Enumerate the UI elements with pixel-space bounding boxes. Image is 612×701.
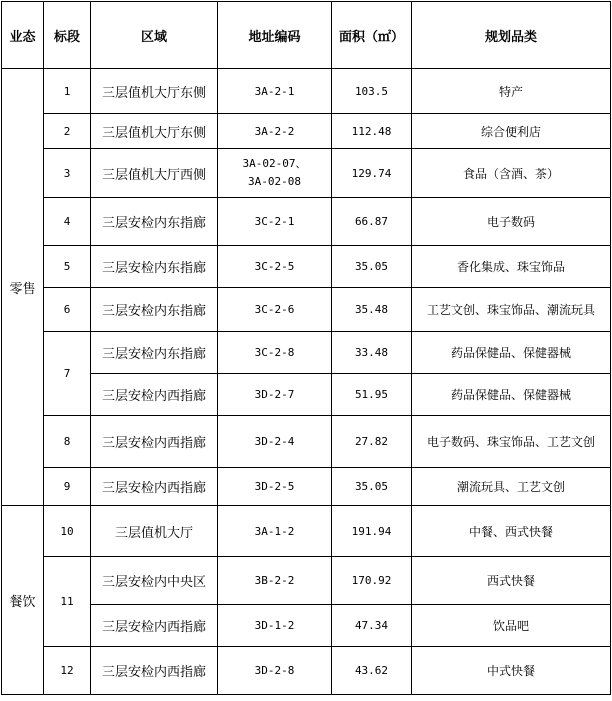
table-row — [2, 332, 611, 374]
group-retail: 零售 — [2, 69, 44, 506]
code-cell: 3D-2-8 — [218, 647, 332, 695]
table-row — [2, 506, 611, 557]
code-cell — [218, 149, 332, 198]
table-row — [2, 374, 611, 416]
area-cell: 三层安检内东指廊 — [91, 198, 218, 246]
group-dining: 餐饮 — [2, 506, 44, 695]
code-cell: 3D-2-5 — [218, 468, 332, 506]
size-cell: 47.34 — [332, 605, 412, 647]
code-line: 3A-02-07、 — [242, 157, 307, 170]
size-cell: 129.74 — [332, 149, 412, 198]
header-lot: 标段 — [44, 2, 91, 69]
code-cell: 3C-2-5 — [218, 246, 332, 288]
lot-cell: 11 — [44, 557, 91, 647]
size-cell: 35.05 — [332, 246, 412, 288]
header-size: 面积（㎡） — [332, 2, 412, 69]
category-cell: 工艺文创、珠宝饰品、潮流玩具 — [412, 288, 611, 332]
lot-cell: 6 — [44, 288, 91, 332]
table-row — [2, 114, 611, 149]
area-cell: 三层值机大厅东侧 — [91, 114, 218, 149]
header-code: 地址编码 — [218, 2, 332, 69]
category-cell: 药品保健品、保健器械 — [412, 332, 611, 374]
area-cell: 三层值机大厅 — [91, 506, 218, 557]
size-cell: 35.48 — [332, 288, 412, 332]
area-cell: 三层安检内东指廊 — [91, 246, 218, 288]
lot-cell: 7 — [44, 332, 91, 416]
category-cell: 电子数码、珠宝饰品、工艺文创 — [412, 416, 611, 468]
size-cell: 51.95 — [332, 374, 412, 416]
size-cell: 103.5 — [332, 69, 412, 114]
area-cell: 三层值机大厅西侧 — [91, 149, 218, 198]
code-cell: 3A-1-2 — [218, 506, 332, 557]
category-cell: 中式快餐 — [412, 647, 611, 695]
code-cell: 3D-2-4 — [218, 416, 332, 468]
planning-table — [1, 1, 611, 695]
lot-cell: 10 — [44, 506, 91, 557]
size-cell: 27.82 — [332, 416, 412, 468]
category-cell: 潮流玩具、工艺文创 — [412, 468, 611, 506]
lot-cell: 9 — [44, 468, 91, 506]
table-row — [2, 69, 611, 114]
table-row — [2, 605, 611, 647]
code-cell: 3C-2-1 — [218, 198, 332, 246]
category-cell: 特产 — [412, 69, 611, 114]
table-row — [2, 647, 611, 695]
lot-cell: 4 — [44, 198, 91, 246]
size-cell: 66.87 — [332, 198, 412, 246]
table-row — [2, 246, 611, 288]
lot-cell: 1 — [44, 69, 91, 114]
size-cell: 43.62 — [332, 647, 412, 695]
size-cell: 33.48 — [332, 332, 412, 374]
table-row — [2, 416, 611, 468]
category-cell: 中餐、西式快餐 — [412, 506, 611, 557]
size-cell: 112.48 — [332, 114, 412, 149]
area-cell: 三层安检内中央区 — [91, 557, 218, 605]
code-cell: 3C-2-6 — [218, 288, 332, 332]
area-cell: 三层安检内西指廊 — [91, 374, 218, 416]
size-cell: 191.94 — [332, 506, 412, 557]
area-cell: 三层值机大厅东侧 — [91, 69, 218, 114]
code-cell: 3A-2-1 — [218, 69, 332, 114]
area-cell: 三层安检内西指廊 — [91, 647, 218, 695]
lot-cell: 5 — [44, 246, 91, 288]
size-cell: 170.92 — [332, 557, 412, 605]
category-cell: 综合便利店 — [412, 114, 611, 149]
category-cell: 食品（含酒、茶） — [412, 149, 611, 198]
code-cell: 3B-2-2 — [218, 557, 332, 605]
table-row — [2, 468, 611, 506]
header-format: 业态 — [2, 2, 44, 69]
lot-cell: 3 — [44, 149, 91, 198]
area-cell: 三层安检内西指廊 — [91, 605, 218, 647]
lot-cell: 8 — [44, 416, 91, 468]
code-line: 3A-02-08 — [248, 175, 301, 188]
category-cell: 电子数码 — [412, 198, 611, 246]
table-row — [2, 557, 611, 605]
area-cell: 三层安检内东指廊 — [91, 332, 218, 374]
table-row — [2, 149, 611, 198]
header-area: 区域 — [91, 2, 218, 69]
category-cell: 西式快餐 — [412, 557, 611, 605]
lot-cell: 12 — [44, 647, 91, 695]
area-cell: 三层安检内西指廊 — [91, 416, 218, 468]
size-cell: 35.05 — [332, 468, 412, 506]
area-cell: 三层安检内东指廊 — [91, 288, 218, 332]
code-cell: 3D-1-2 — [218, 605, 332, 647]
lot-cell: 2 — [44, 114, 91, 149]
table-row — [2, 198, 611, 246]
category-cell: 香化集成、珠宝饰品 — [412, 246, 611, 288]
header-row — [2, 2, 611, 69]
category-cell: 药品保健品、保健器械 — [412, 374, 611, 416]
code-cell: 3D-2-7 — [218, 374, 332, 416]
table-row — [2, 288, 611, 332]
area-cell: 三层安检内西指廊 — [91, 468, 218, 506]
header-category: 规划品类 — [412, 2, 611, 69]
category-cell: 饮品吧 — [412, 605, 611, 647]
code-cell: 3A-2-2 — [218, 114, 332, 149]
code-cell: 3C-2-8 — [218, 332, 332, 374]
